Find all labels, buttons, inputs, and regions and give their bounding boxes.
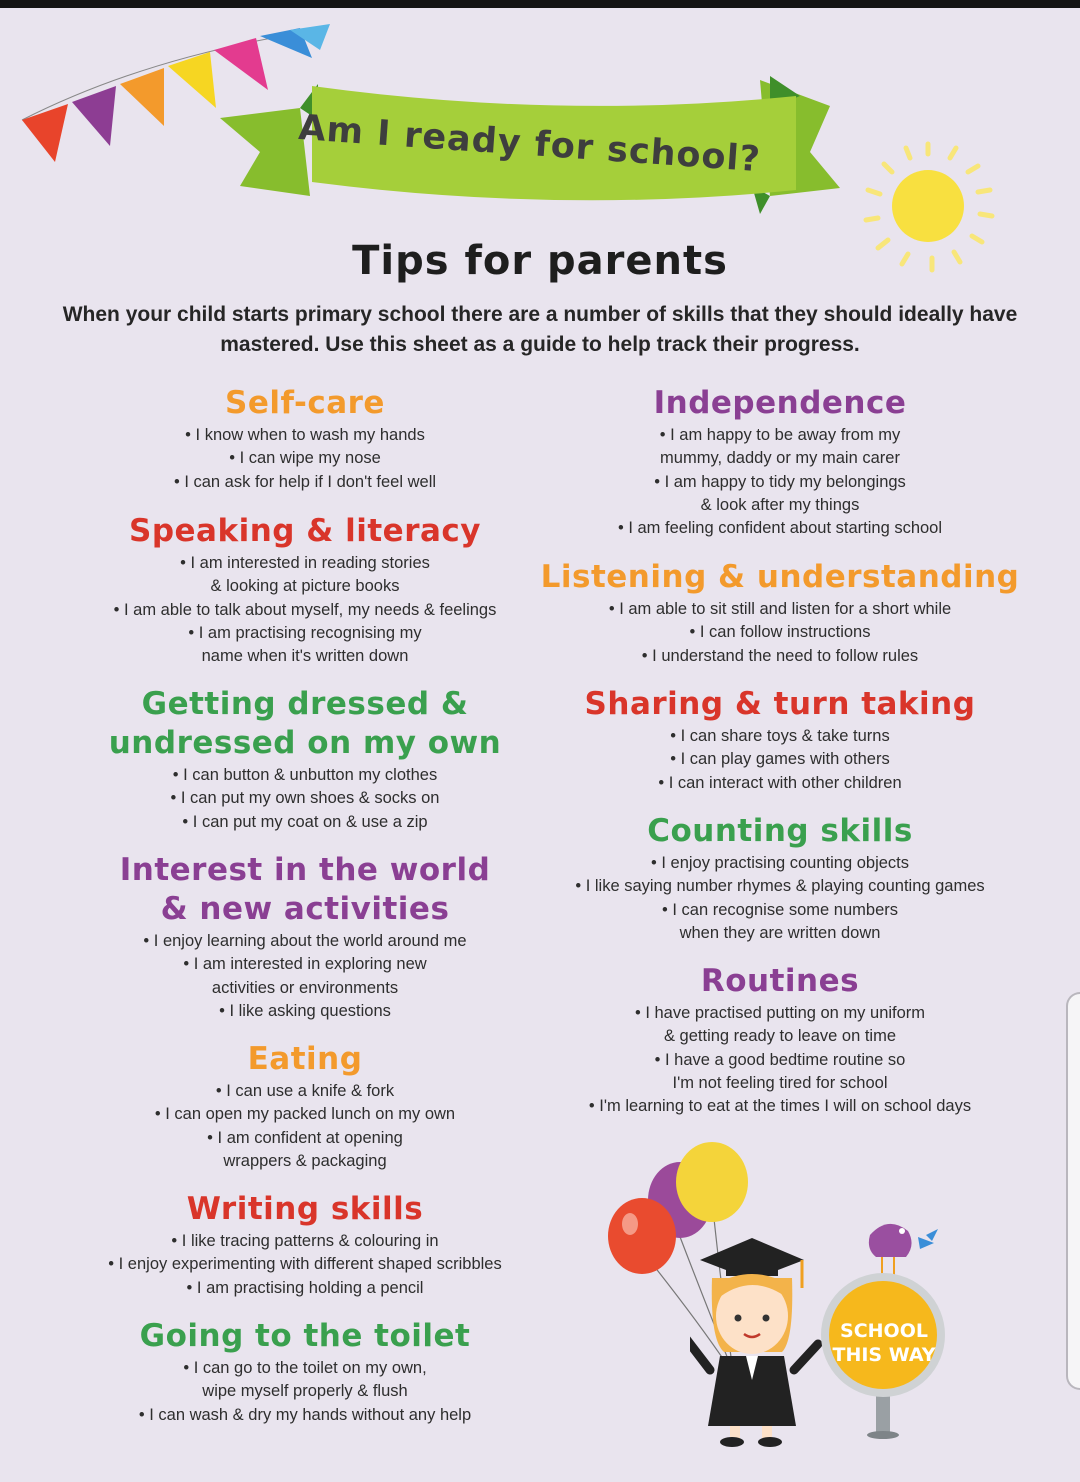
list-item: • I can use a knife & fork	[60, 1080, 550, 1103]
list-item: • I can wipe my nose	[60, 447, 550, 470]
section-heading: Independence	[653, 385, 907, 421]
list-item: • I like saying number rhymes & playing counting games	[530, 875, 1030, 898]
list-item: • I can follow instructions	[530, 621, 1030, 644]
section-sharing-turn-taking	[530, 685, 1030, 795]
section-speaking-literacy	[60, 512, 550, 668]
section-writing-skills	[60, 1190, 550, 1300]
page-title: Tips for parents	[352, 238, 728, 284]
section-independence	[530, 384, 1030, 540]
section-heading: Going to the toilet	[139, 1318, 471, 1354]
list-item: • I can wash & dry my hands without any help	[60, 1404, 550, 1427]
school-sign-text: SCHOOL THIS WAY	[832, 1320, 936, 1366]
section-heading: Getting dressed & undressed on my own	[108, 686, 502, 761]
list-item: • I am able to sit still and listen for a short while	[530, 598, 1030, 621]
list-item: • I'm learning to eat at the times I will on school days	[530, 1095, 1030, 1118]
scroll-handle[interactable]	[1066, 992, 1080, 1390]
section-heading: Routines	[700, 963, 860, 999]
section-listening-understanding	[530, 558, 1030, 668]
section-heading: Writing skills	[186, 1191, 424, 1227]
list-item: • I can put my coat on & use a zip	[60, 811, 550, 834]
list-item: • I know when to wash my hands	[60, 424, 550, 447]
list-item: • I am happy to be away from my mummy, daddy or my main carer	[530, 424, 1030, 471]
list-item: • I am happy to tidy my belongings & look after my things	[530, 471, 1030, 518]
bird-icon	[869, 1224, 912, 1257]
section-heading: Speaking & literacy	[129, 513, 481, 549]
section-heading: Listening & understanding	[540, 559, 1020, 595]
list-item: • I understand the need to follow rules	[530, 645, 1030, 668]
section-heading: Interest in the world & new activities	[119, 852, 491, 927]
banner-title: Am I ready for school?	[297, 108, 763, 181]
section-counting-skills	[530, 812, 1030, 945]
section-going-toilet	[60, 1317, 550, 1427]
list-item: • I have a good bedtime routine so I'm not feeling tired for school	[530, 1049, 1030, 1096]
list-item: • I like tracing patterns & colouring in	[60, 1230, 550, 1253]
list-item: • I am practising holding a pencil	[60, 1277, 550, 1300]
section-self-care	[60, 384, 550, 494]
list-item: • I can share toys & take turns	[530, 725, 1030, 748]
list-item: • I can go to the toilet on my own, wipe myself properly & flush	[60, 1357, 550, 1404]
section-heading: Counting skills	[647, 813, 913, 849]
section-getting-dressed	[60, 685, 550, 834]
section-heading: Sharing & turn taking	[584, 686, 976, 722]
list-item: • I like asking questions	[60, 1000, 550, 1023]
section-routines	[530, 962, 1030, 1118]
list-item: • I am confident at opening wrappers & packaging	[60, 1127, 550, 1174]
list-item: • I am interested in exploring new activities or environments	[60, 953, 550, 1000]
list-item: • I enjoy practising counting objects	[530, 852, 1030, 875]
intro-text: When your child starts primary school there are a number of skills that they should ideally have mastered. Use this sheet as a guide to help track their progress.	[62, 303, 1018, 356]
list-item: • I am interested in reading stories & looking at picture books	[60, 552, 550, 599]
section-eating	[60, 1040, 550, 1173]
list-item: • I am practising recognising my name when it's written down	[60, 622, 550, 669]
list-item: • I can play games with others	[530, 748, 1030, 771]
list-item: • I can put my own shoes & socks on	[60, 787, 550, 810]
list-item: • I am feeling confident about starting school	[530, 517, 1030, 540]
list-item: • I can interact with other children	[530, 772, 1030, 795]
list-item: • I enjoy learning about the world around me	[60, 930, 550, 953]
list-item: • I have practised putting on my uniform & getting ready to leave on time	[530, 1002, 1030, 1049]
section-interest-world	[60, 851, 550, 1023]
section-heading: Self-care	[225, 385, 385, 421]
list-item: • I can open my packed lunch on my own	[60, 1103, 550, 1126]
list-item: • I can recognise some numbers when they are written down	[530, 899, 1030, 946]
list-item: • I am able to talk about myself, my needs & feelings	[60, 599, 550, 622]
list-item: • I can ask for help if I don't feel well	[60, 471, 550, 494]
list-item: • I enjoy experimenting with different shaped scribbles	[60, 1253, 550, 1276]
section-heading: Eating	[247, 1041, 363, 1077]
list-item: • I can button & unbutton my clothes	[60, 764, 550, 787]
